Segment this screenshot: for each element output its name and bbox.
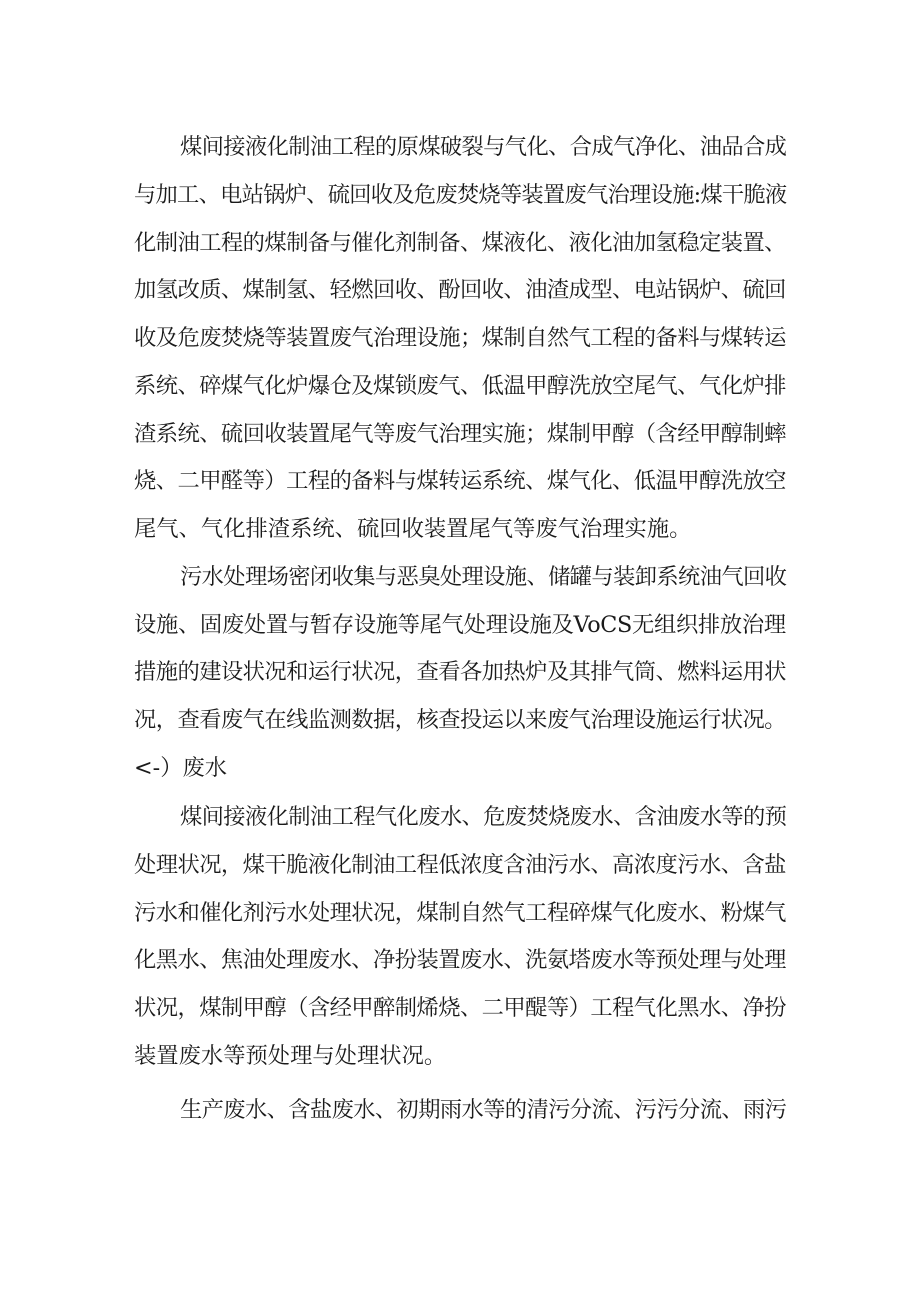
paragraph-2-line-3: 措施的建设状况和运行状况，查看各加热炉及其排气筒、燃料运用状	[134, 659, 786, 685]
paragraph-1-line-6: 系统、碎煤气化炉爆仓及煤锁废气、低温甲醇洗放空尾气、气化炉排	[134, 373, 786, 399]
paragraph-1-line-5: 收及危废焚烧等装置废气治理设施；煤制自然气工程的备料与煤转运	[134, 325, 786, 351]
paragraph-3-line-1: 煤间接液化制油工程气化废水、危废焚烧废水、含油废水等的预	[180, 804, 787, 830]
paragraph-1-line-9: 尾气、气化排渣系统、硫回收装置尾气等废气治理实施。	[134, 516, 692, 542]
paragraph-4-line-1: 生产废水、含盐废水、初期雨水等的清污分流、污污分流、雨污	[180, 1097, 787, 1123]
paragraph-1-line-7: 渣系统、硫回收装置尾气等废气治理实施；煤制甲醇（含经甲醇制蟀	[134, 421, 786, 447]
paragraph-1-line-3: 化制油工程的煤制备与催化剂制备、煤液化、液化油加氢稳定装置、	[134, 230, 786, 256]
paragraph-3-line-3: 污水和催化剂污水处理状况，煤制自然气工程碎煤气化废水、粉煤气	[134, 900, 786, 926]
paragraph-3-line-5: 状况，煤制甲醇（含经甲醉制烯烧、二甲醍等）工程气化黑水、净扮	[134, 995, 786, 1021]
paragraph-3-line-2: 处理状况，煤干脆液化制油工程低浓度含油污水、高浓度污水、含盐	[134, 852, 786, 878]
paragraph-1-line-1: 煤间接液化制油工程的原煤破裂与气化、合成气净化、油品合成	[180, 134, 787, 160]
paragraph-3-line-6: 装置废水等预处理与处理状况。	[134, 1043, 447, 1069]
paragraph-2-line-4: 况，查看废气在线监测数据，核查投运以来废气治理设施运行状况。	[134, 707, 786, 733]
paragraph-1-line-2: 与加工、电站锅炉、硫回收及危废焚烧等装置废气治理设施:煤干脆液	[134, 182, 787, 208]
section-heading-wastewater: <-）废水	[134, 755, 228, 781]
paragraph-1-line-8: 烧、二甲醛等）工程的备料与煤转运系统、煤气化、低温甲醇洗放空	[134, 468, 786, 494]
paragraph-2-line-2: 设施、固废处置与暂存设施等尾气处理设施及VoCS无组织排放治理	[134, 612, 786, 638]
paragraph-3-line-4: 化黑水、焦油处理废水、净扮装置废水、洗氨塔废水等预处理与处理	[134, 947, 786, 973]
paragraph-1-line-4: 加氢改质、煤制氢、轻燃回收、酚回收、油渣成型、电站锅炉、硫回	[134, 277, 786, 303]
paragraph-2-line-1: 污水处理场密闭收集与恶臭处理设施、储罐与装卸系统油气回收	[180, 564, 787, 590]
